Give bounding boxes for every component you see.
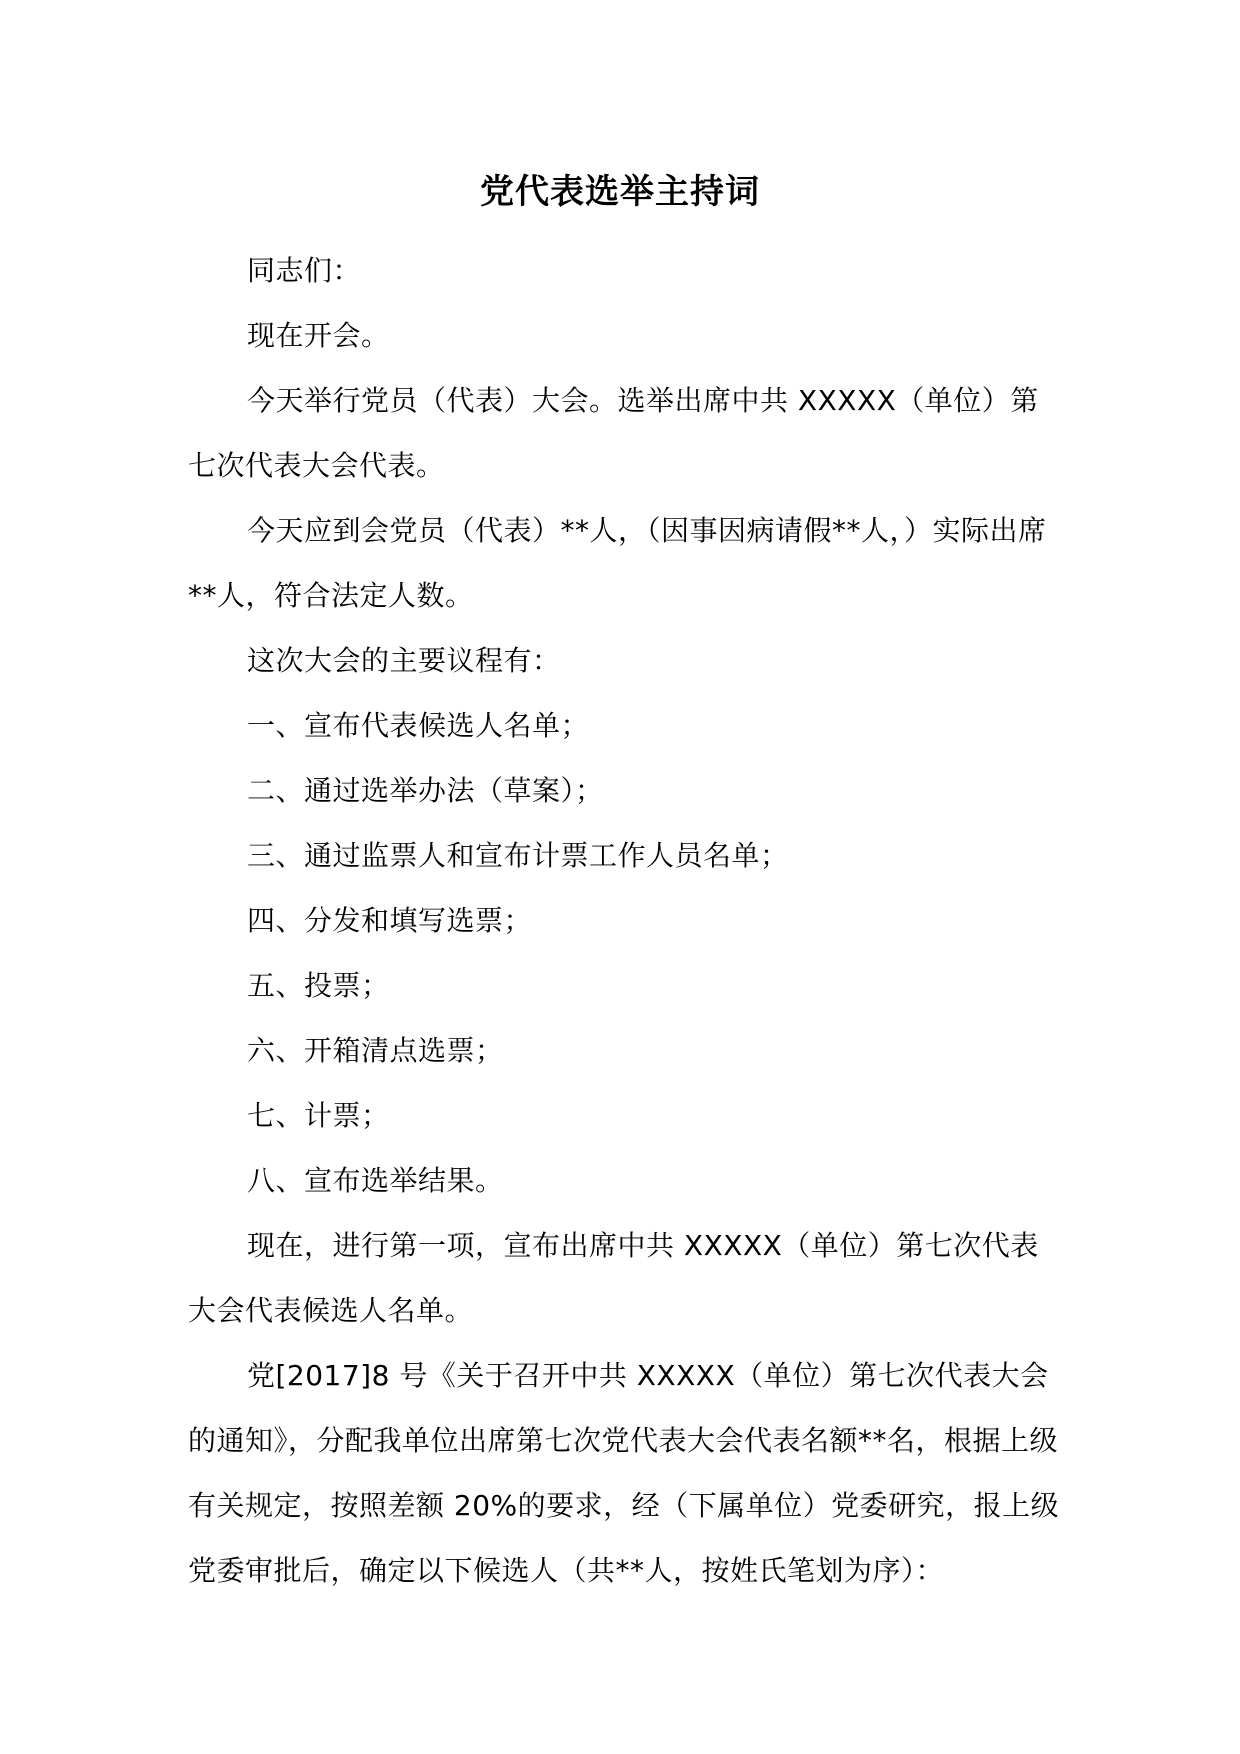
agenda-item-7: 七、计票；: [247, 1099, 390, 1132]
paragraph-attendance: 今天应到会党员（代表）**人，（因事因病请假**人，）实际出席**人，符合法定人数。: [188, 514, 1047, 612]
paragraph-candidate-notice: 党[2017]8 号《关于召开中共 XXXXX（单位）第七次代表大会的通知》，分配我单位出席第七次党代表大会代表名额**名，根据上级有关规定，按照差额 20%的要求，经（下属单位）党委研究，报上级党委审批后，确定以下候选人（共**人，按姓氏笔划为序）：: [188, 1359, 1060, 1587]
agenda-item-6: 六、开箱清点选票；: [247, 1034, 504, 1067]
paragraph-first-item: 现在，进行第一项，宣布出席中共 XXXXX（单位）第七次代表大会代表候选人名单。: [188, 1229, 1039, 1327]
agenda-item-1: 一、宣布代表候选人名单；: [247, 709, 590, 742]
agenda-item-5: 五、投票；: [247, 969, 390, 1002]
agenda-item-3: 三、通过监票人和宣布计票工作人员名单；: [247, 839, 789, 872]
agenda-item-8: 八、宣布选举结果。: [247, 1164, 504, 1197]
document-body: [188, 238, 1063, 1603]
agenda-item-2: 二、通过选举办法（草案）；: [247, 774, 604, 807]
document-title: 党代表选举主持词: [480, 172, 760, 212]
paragraph-opening: 现在开会。: [247, 319, 390, 352]
paragraph-meeting-purpose: 今天举行党员（代表）大会。选举出席中共 XXXXX（单位）第七次代表大会代表。: [188, 384, 1039, 482]
agenda-item-4: 四、分发和填写选票；: [247, 904, 533, 937]
paragraph-agenda-intro: 这次大会的主要议程有：: [247, 644, 561, 677]
paragraph-greeting: 同志们：: [247, 254, 362, 287]
